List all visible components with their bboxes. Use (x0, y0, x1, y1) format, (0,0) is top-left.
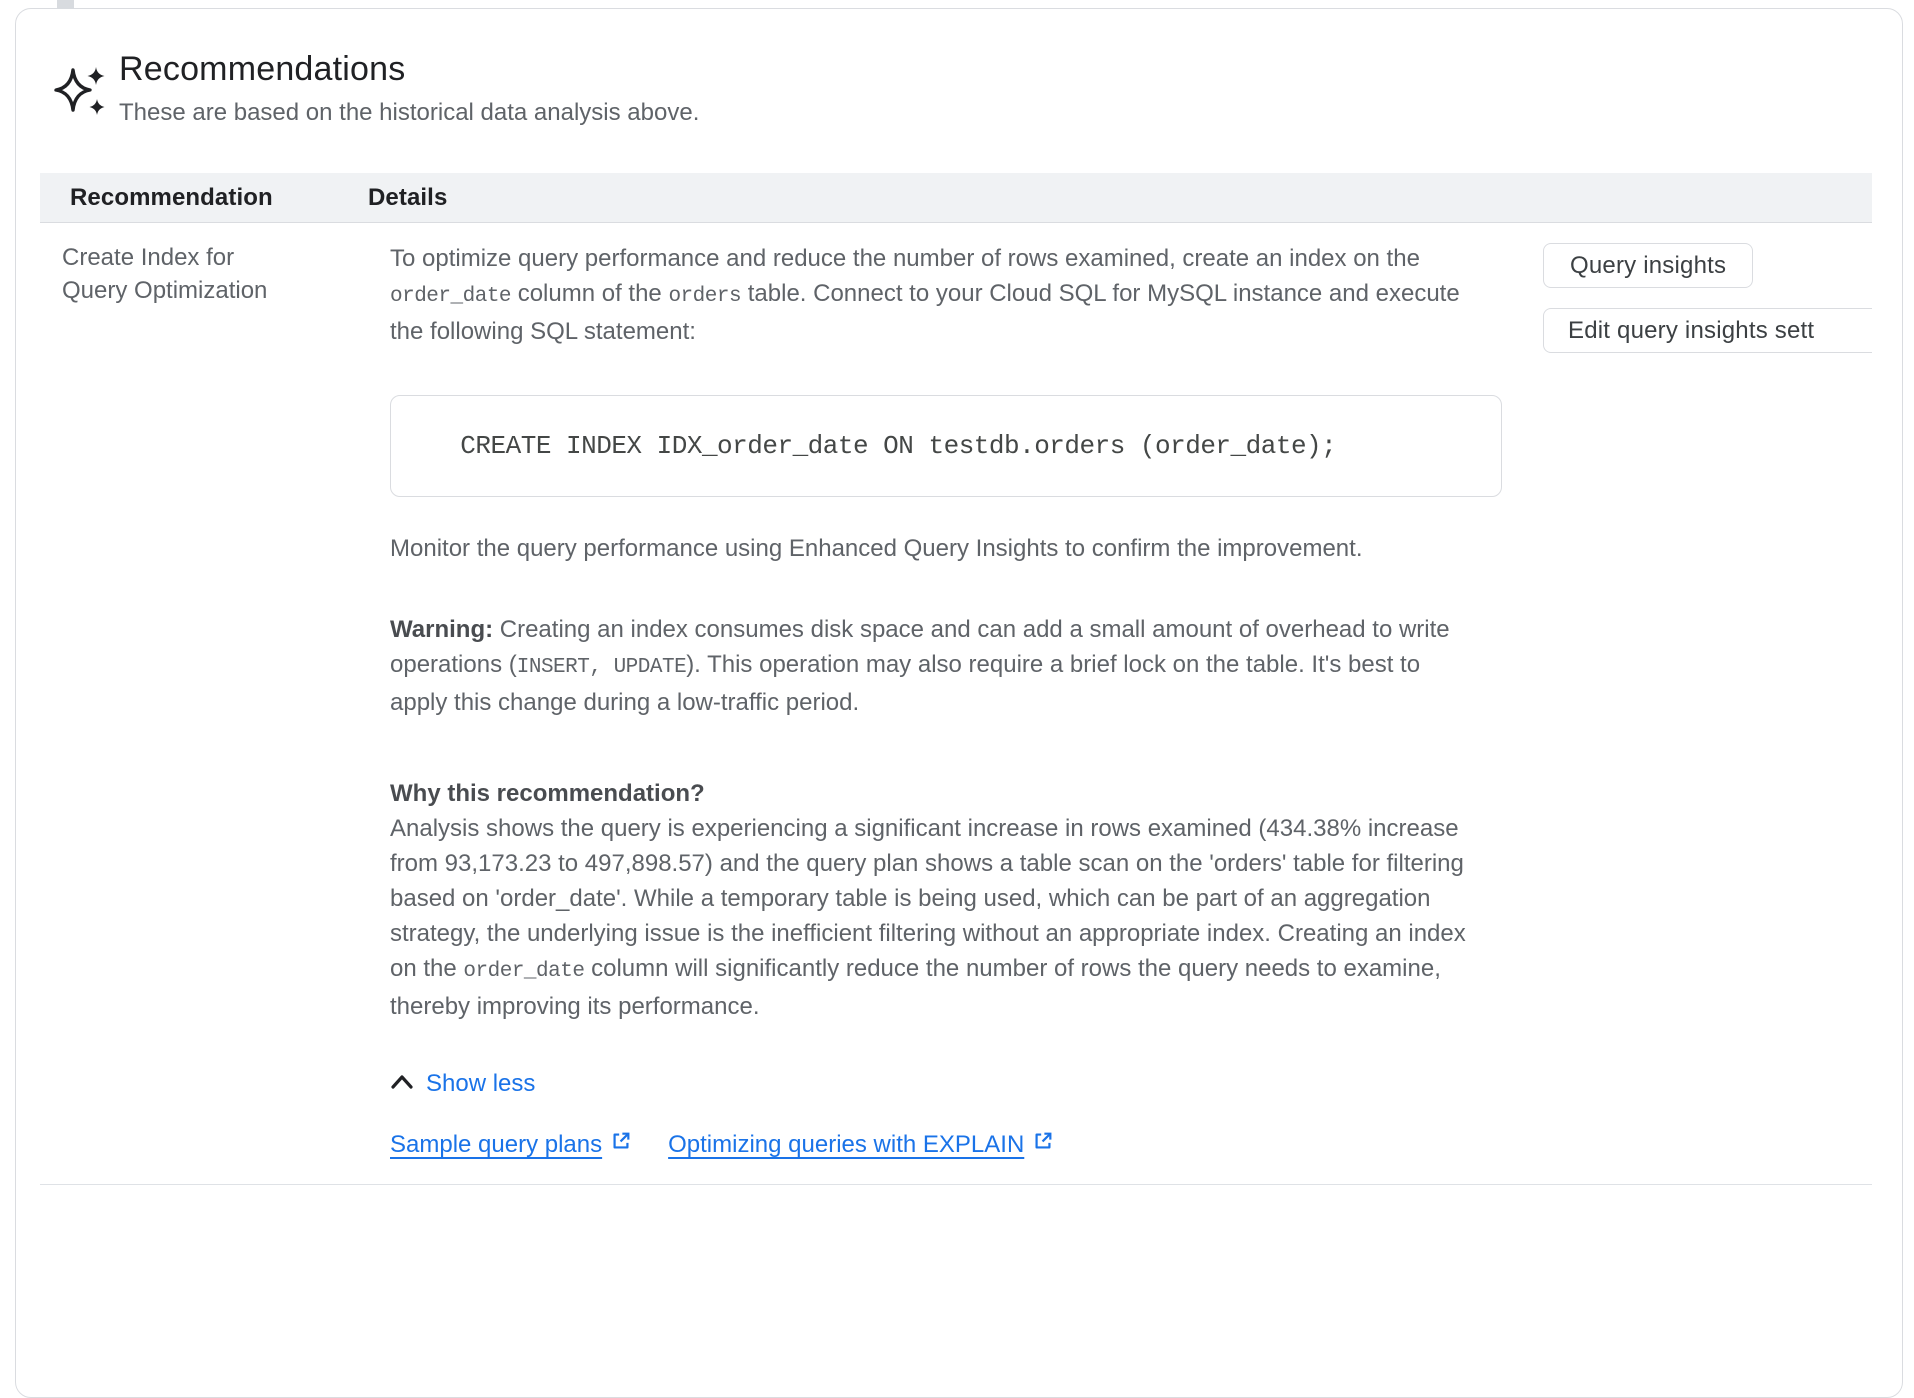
details-warning-paragraph: Warning: Creating an index consumes disk space and can add a small amount of overhead to write operations (INSERT, UPDATE). This operation may also require a brief lock on the table. It's best to apply this change during a low-traffic period. (390, 616, 1450, 716)
details-intro-paragraph: To optimize query performance and reduce the number of rows examined, create an index on the order_date column of the orders table. Connect to your Cloud SQL for MySQL instance and execute the following SQL statement: (390, 245, 1460, 345)
optimizing-queries-explain-label: Optimizing queries with EXPLAIN (668, 1131, 1025, 1158)
external-link-icon (1032, 1127, 1054, 1162)
external-link-icon (610, 1127, 632, 1162)
sql-statement: CREATE INDEX IDX_order_date ON testdb.orders (order_date); (415, 431, 1337, 461)
recommendations-table (40, 173, 1872, 1185)
table-header-row (40, 173, 1872, 223)
query-insights-button[interactable]: Query insights (1543, 243, 1753, 288)
page-title: Recommendations (119, 50, 406, 88)
column-header-recommendation: Recommendation (70, 183, 273, 211)
details-analysis-paragraph: Analysis shows the query is experiencing a significant increase in rows examined (434.38% increase from 93,173.23 to 497,898.57) and the query plan shows a table scan on the 'orders' table for filtering based on 'order_date'. While a temporary table is being used, which can be part of an aggregation strategy, the underlying issue is the inefficient filtering without an appropriate index. Creating an index on the order_date column will significantly reduce the number of rows the query needs to examine, thereby improving its performance. (390, 815, 1466, 1020)
show-less-toggle[interactable] (390, 1066, 535, 1101)
documentation-links (390, 1127, 1482, 1162)
table-row (40, 223, 1872, 1185)
top-notch (57, 0, 74, 9)
why-recommendation-heading: Why this recommendation? (390, 780, 705, 807)
show-less-label: Show less (426, 1070, 536, 1097)
recommendation-details (368, 223, 1543, 1184)
sample-query-plans-link[interactable] (390, 1127, 632, 1162)
sample-query-plans-label: Sample query plans (390, 1131, 603, 1158)
card-header (16, 9, 1902, 127)
edit-query-insights-settings-button[interactable]: Edit query insights sett (1543, 308, 1872, 353)
sparkles-icon (49, 61, 111, 123)
chevron-up-icon (390, 1066, 414, 1101)
header-titles (119, 49, 699, 127)
details-monitor-paragraph: Monitor the query performance using Enhanced Query Insights to confirm the improvement. (390, 535, 1363, 562)
recommendations-card (15, 8, 1903, 1398)
row-actions (1543, 223, 1872, 1184)
sql-code-block (390, 395, 1502, 497)
page-subtitle: These are based on the historical data analysis above. (119, 99, 700, 126)
recommendation-name: Create Index for Query Optimization (62, 244, 268, 304)
optimizing-queries-explain-link[interactable] (668, 1127, 1054, 1162)
column-header-details: Details (368, 183, 448, 211)
